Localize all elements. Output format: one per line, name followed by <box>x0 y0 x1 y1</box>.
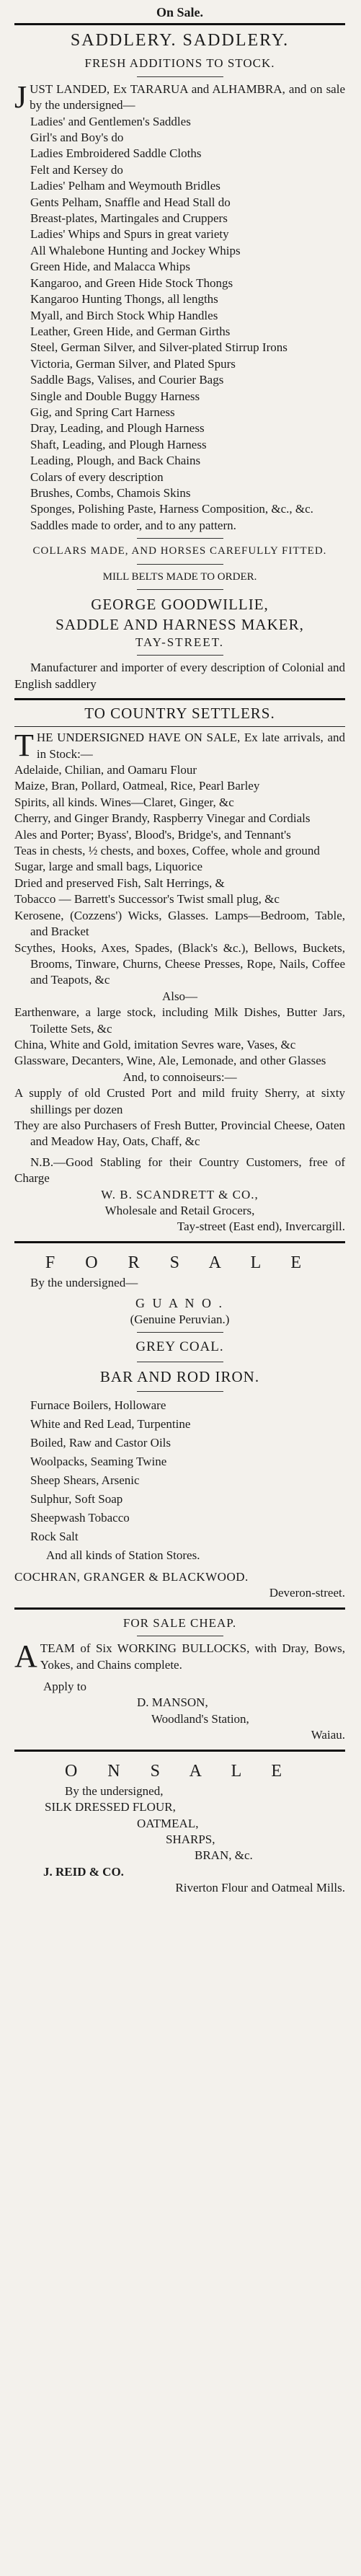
bullocks-advert <box>14 1615 345 1744</box>
saddlery-advert <box>14 30 345 692</box>
merchant-mills: Riverton Flour and Oatmeal Mills. <box>175 1881 345 1895</box>
list-item: Kangaroo Hunting Thongs, all lengths <box>30 292 218 306</box>
list-item: Adelaide, Chilian, and Oamaru Flour <box>14 763 197 777</box>
page-heading: On Sale. <box>156 5 203 19</box>
divider <box>137 538 223 539</box>
list-item: Sheepwash Tobacco <box>30 1511 130 1525</box>
divider <box>137 655 223 656</box>
list-item: Kerosene, (Cozzens') Wicks, Glasses. Lamps—Bedroom, Table, and Bracket <box>14 908 345 939</box>
divider <box>137 76 223 77</box>
list-item: Rock Salt <box>30 1530 79 1544</box>
contact-name: D. MANSON, <box>137 1695 208 1710</box>
apply-line: Apply to <box>43 1680 86 1694</box>
guano-advert <box>14 1250 345 1602</box>
list-item: White and Red Lead, Turpentine <box>30 1417 191 1432</box>
advert-title: F O R S A L E <box>45 1253 315 1272</box>
list-item: Leading, Plough, and Back Chains <box>30 454 201 468</box>
divider <box>14 1241 345 1243</box>
list-item: Woolpacks, Seaming Twine <box>30 1455 167 1469</box>
list-item: Ladies' Pelham and Weymouth Bridles <box>30 179 220 193</box>
list-item: Sugar, large and small bags, Liquorice <box>14 860 203 874</box>
divider <box>14 23 345 25</box>
advert-text <box>14 1638 345 1675</box>
list-item: China, White and Gold, imitation Sevres ware, Vases, &c <box>14 1037 296 1051</box>
divider <box>137 1391 223 1392</box>
merchant-name: J. REID & CO. <box>43 1864 124 1879</box>
item-list <box>14 114 345 534</box>
list-item: Sheep Shears, Arsenic <box>30 1473 140 1488</box>
list-item: Saddle Bags, Valises, and Courier Bags <box>30 373 224 387</box>
advert-title: O N S A L E <box>64 1761 295 1781</box>
mill-note: MILL BELTS MADE TO ORDER. <box>102 570 257 583</box>
list-item: Also— <box>161 989 198 1003</box>
list-item: Scythes, Hooks, Axes, Spades, (Black's &c.), Bellows, Buckets, Brooms, Tinware, Churns, Cheese Presses, Rope, Nails, Coffee and Teapots, &c <box>14 940 345 987</box>
list-item: Felt and Kersey do <box>30 162 123 177</box>
merchant-trade: SADDLE AND HARNESS MAKER, <box>55 616 304 633</box>
merchant-address: Tay-street (East end), Invercargill. <box>177 1219 345 1234</box>
drop-cap: T <box>14 728 34 764</box>
list-item: Earthenware, a large stock, including Milk Dishes, Butter Jars, Toilette Sets, &c <box>14 1005 345 1036</box>
merchant-name: GEORGE GOODWILLIE, <box>91 596 269 613</box>
list-item: SILK DRESSED FLOUR, <box>45 1800 176 1814</box>
list-item: Furnace Boilers, Holloware <box>30 1398 166 1413</box>
advert-title: SADDLERY. SADDLERY. <box>70 31 290 50</box>
list-item: They are also Purchasers of Fresh Butter, Provincial Cheese, Oaten and Meadow Hay, Oats, Chaff, &c <box>14 1118 345 1149</box>
list-item: Spirits, all kinds. Wines—Claret, Ginger, &c <box>14 795 234 809</box>
list-item: Steel, German Silver, and Silver-plated Stirrup Irons <box>30 340 288 355</box>
list-item: Leather, Green Hide, and German Girths <box>30 324 231 338</box>
list-item: All Whalebone Hunting and Jockey Whips <box>30 243 241 257</box>
item-list <box>14 1396 345 1565</box>
list-item: Girl's and Boy's do <box>30 131 124 145</box>
divider <box>137 1332 223 1333</box>
list-item: And, to connoiseurs:— <box>122 1069 237 1084</box>
list-item: Colars of every description <box>30 469 164 484</box>
advert-title: TO COUNTRY SETTLERS. <box>84 705 275 723</box>
list-item: Ladies Embroidered Saddle Cloths <box>30 146 202 161</box>
product-note: (Genuine Peruvian.) <box>130 1312 230 1326</box>
flour-advert <box>14 1759 345 1897</box>
list-item: Dried and preserved Fish, Salt Herrings, & <box>14 875 225 890</box>
merchant-name: COCHRAN, GRANGER & BLACKWOOD. <box>14 1570 249 1584</box>
divider <box>14 1607 345 1610</box>
list-item: Tobacco — Barrett's Successor's Twist small plug, &c <box>14 892 280 907</box>
iron-heading: BAR AND ROD IRON. <box>99 1368 260 1386</box>
list-item: Dray, Leading, and Plough Harness <box>30 421 205 436</box>
list-item: Kangaroo, and Green Hide Stock Thongs <box>30 275 233 290</box>
drop-cap: J <box>14 79 27 115</box>
list-item: Saddles made to order, and to any pattern. <box>30 518 236 532</box>
list-item: Victoria, German Silver, and Plated Spurs <box>30 356 236 371</box>
body-text: TEAM of Six WORKING BULLOCKS, with Dray, Bows, Yokes, and Chains complete. <box>40 1641 345 1672</box>
list-item: Teas in chests, ½ chests, and boxes, Coffee, whole and ground <box>14 844 320 858</box>
merchant-address: Deveron-street. <box>269 1586 345 1600</box>
list-item: Maize, Bran, Pollard, Oatmeal, Rice, Pearl Barley <box>14 779 260 793</box>
intro-text: HE UNDERSIGNED HAVE ON SALE, Ex late arrivals, and in Stock:— <box>36 731 345 761</box>
list-item: Myall, and Birch Stock Whip Handles <box>30 308 218 322</box>
by-line: By the undersigned— <box>30 1275 138 1289</box>
list-item: Gig, and Spring Cart Harness <box>30 405 175 419</box>
divider <box>14 698 345 700</box>
merchant-name: W. B. SCANDRETT & CO., <box>101 1187 259 1201</box>
merchant-street: TAY-STREET. <box>135 635 225 649</box>
product-name: G U A N O . <box>135 1296 224 1311</box>
advert-intro <box>14 730 345 762</box>
list-item: A supply of old Crusted Port and mild fruity Sherry, at sixty shillings per dozen <box>14 1086 345 1116</box>
list-item: Boiled, Raw and Castor Oils <box>30 1436 171 1450</box>
divider <box>137 589 223 590</box>
list-item: Ales and Porter; Byass', Blood's, Bridge's, and Tennant's <box>14 827 291 842</box>
list-item: OATMEAL, <box>137 1816 199 1830</box>
advert-intro <box>14 81 345 114</box>
list-item: Ladies' and Gentlemen's Saddles <box>30 114 191 128</box>
list-item: Cherry, and Ginger Brandy, Raspberry Vinegar and Cordials <box>14 811 311 826</box>
advert-title: FOR SALE CHEAP. <box>122 1615 237 1630</box>
list-item: Shaft, Leading, and Plough Harness <box>30 437 207 451</box>
contact-station: Woodland's Station, <box>151 1711 249 1726</box>
list-item: Ladies' Whips and Spurs in great variety <box>30 227 229 242</box>
list-item: Sulphur, Soft Soap <box>30 1492 123 1507</box>
list-item: BRAN, &c. <box>195 1848 253 1863</box>
merchant-desc: Wholesale and Retail Grocers, <box>104 1204 255 1217</box>
settlers-advert <box>14 703 345 1235</box>
divider <box>14 726 345 727</box>
list-item: Glassware, Decanters, Wine, Ale, Lemonade, and other Glasses <box>14 1054 326 1068</box>
contact-place: Waiau. <box>311 1728 345 1742</box>
list-item: Breast-plates, Martingales and Cruppers <box>30 211 228 226</box>
intro-text: UST LANDED, Ex TARARUA and ALHAMBRA, and on sale by the undersigned— <box>30 81 345 113</box>
list-item: Green Hide, and Malacca Whips <box>30 260 191 274</box>
list-item: Brushes, Combs, Chamois Skins <box>30 485 191 500</box>
list-item: SHARPS, <box>166 1832 215 1846</box>
nb-note: N.B.—Good Stabling for their Country Customers, free of Charge <box>14 1155 345 1186</box>
list-item: Gents Pelham, Snaffle and Head Stall do <box>30 195 231 209</box>
drop-cap: A <box>14 1638 37 1675</box>
advert-footer: Manufacturer and importer of every description of Colonial and English saddlery <box>14 661 345 691</box>
advert-subtitle: FRESH ADDITIONS TO STOCK. <box>84 56 275 71</box>
list-item: And all kinds of Station Stores. <box>46 1548 200 1563</box>
divider <box>137 564 223 565</box>
collars-note: COLLARS MADE, AND HORSES CAREFULLY FITTED. <box>32 545 327 557</box>
item-list <box>14 762 345 1150</box>
divider <box>14 1750 345 1752</box>
by-line: By the undersigned, <box>65 1783 164 1798</box>
coal-heading: GREY COAL. <box>135 1339 224 1355</box>
list-item: Single and Double Buggy Harness <box>30 389 200 403</box>
list-item: Sponges, Polishing Paste, Harness Composition, &c., &c. <box>30 502 313 516</box>
